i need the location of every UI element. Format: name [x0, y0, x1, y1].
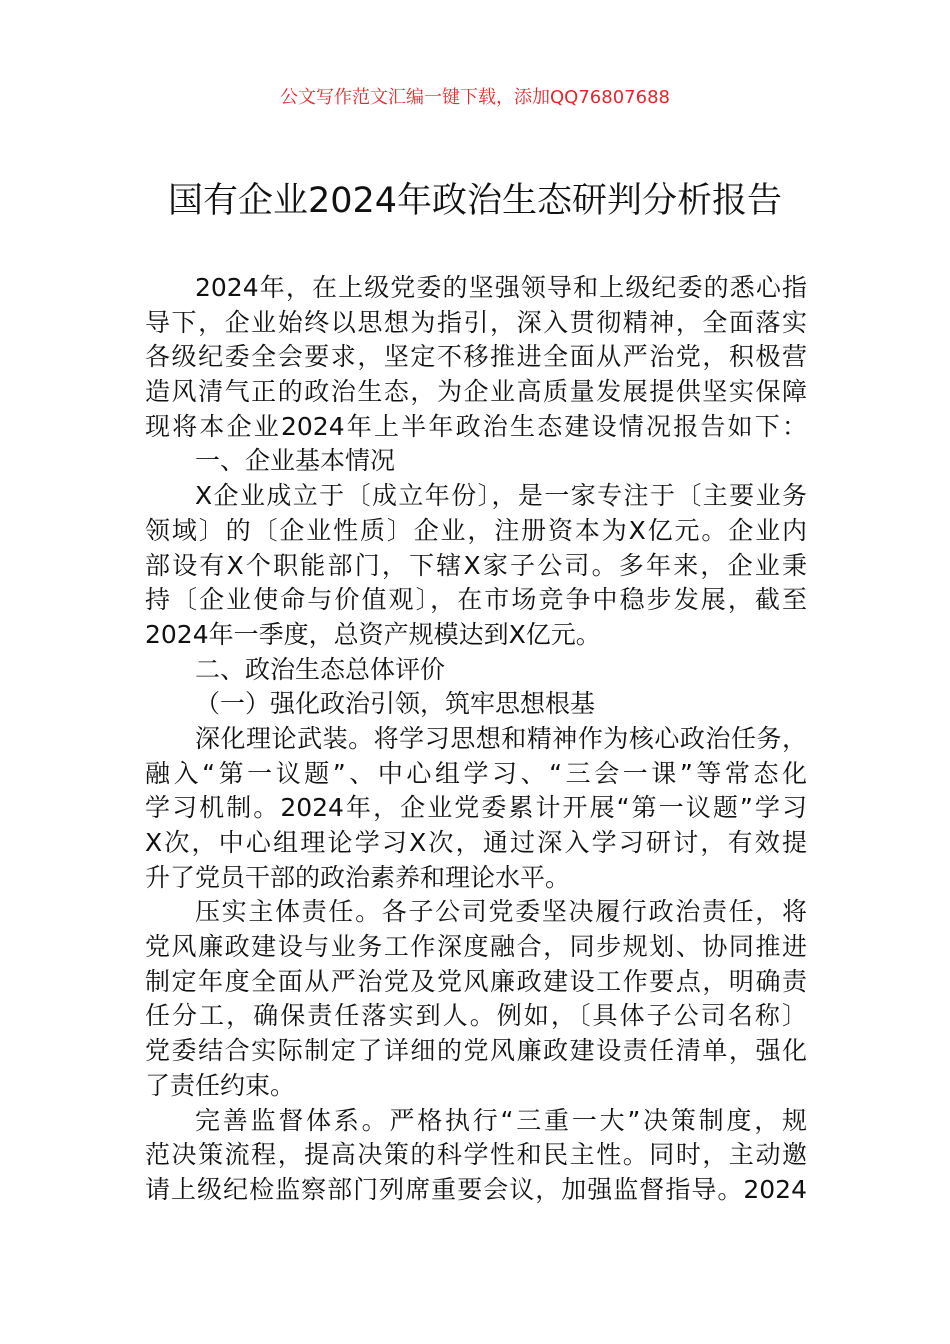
text-line: 了责任约束。	[145, 1070, 296, 1100]
watermark-download-notice: 公文写作范文汇编一键下载，添加QQ76807688	[280, 87, 670, 108]
text-line: 造风清气正的政治生态，为企业高质量发展提供坚实保障	[145, 377, 807, 407]
text-line: 压实主体责任。各子公司党委坚决履行政治责任，将	[195, 897, 807, 927]
text-line: 制定年度全面从严治党及党风廉政建设工作要点，明确责	[145, 966, 807, 996]
text-line: 融入“第一议题”、中心组学习、“三会一课”等常态化	[145, 758, 807, 788]
text-line: 学习机制。2024年，企业党委累计开展“第一议题”学习	[145, 793, 807, 823]
text-line: 深化理论武装。将学习思想和精神作为核心政治任务，	[195, 723, 807, 753]
text-line: 2024年，在上级党委的坚强领导和上级纪委的悉心指	[195, 273, 807, 302]
document-title: 国有企业2024年政治生态研判分析报告	[167, 181, 783, 221]
text-line: 持〔企业使命与价值观〕，在市场竞争中稳步发展，截至	[145, 585, 807, 615]
text-line: 现将本企业2024年上半年政治生态建设情况报告如下：	[145, 411, 807, 441]
text-line: 各级纪委全会要求，坚定不移推进全面从严治党，积极营	[145, 342, 807, 372]
text-line: 导下，企业始终以思想为指引，深入贯彻精神，全面落实	[145, 307, 807, 337]
text-line: X次，中心组理论学习X次，通过深入学习研讨，有效提	[145, 828, 807, 857]
text-line: （一）强化政治引领，筑牢思想根基	[195, 689, 596, 719]
text-line: 部设有X个职能部门，下辖X家子公司。多年来，企业秉	[145, 550, 807, 580]
text-line: 领域〕的〔企业性质〕企业，注册资本为X亿元。企业内	[145, 515, 807, 545]
text-line: 党委结合实际制定了详细的党风廉政建设责任清单，强化	[145, 1036, 807, 1066]
text-line: 范决策流程，提高决策的科学性和民主性。同时，主动邀	[145, 1140, 807, 1170]
text-line: 一、企业基本情况	[195, 446, 396, 476]
text-line: 二、政治生态总体评价	[195, 654, 446, 684]
document-body	[145, 271, 807, 1208]
text-line: 党风廉政建设与业务工作深度融合，同步规划、协同推进	[145, 932, 807, 962]
text-line: 任分工，确保责任落实到人。例如，〔具体子公司名称〕	[145, 1001, 807, 1031]
text-line: 完善监督体系。严格执行“三重一大”决策制度，规	[195, 1105, 807, 1135]
text-line: 2024年一季度，总资产规模达到X亿元。	[145, 619, 601, 649]
text-line: 请上级纪检监察部门列席重要会议，加强监督指导。2024	[145, 1174, 807, 1204]
text-line: 升了党员干部的政治素养和理论水平。	[145, 862, 571, 892]
text-line: X企业成立于〔成立年份〕，是一家专注于〔主要业务	[195, 481, 807, 511]
